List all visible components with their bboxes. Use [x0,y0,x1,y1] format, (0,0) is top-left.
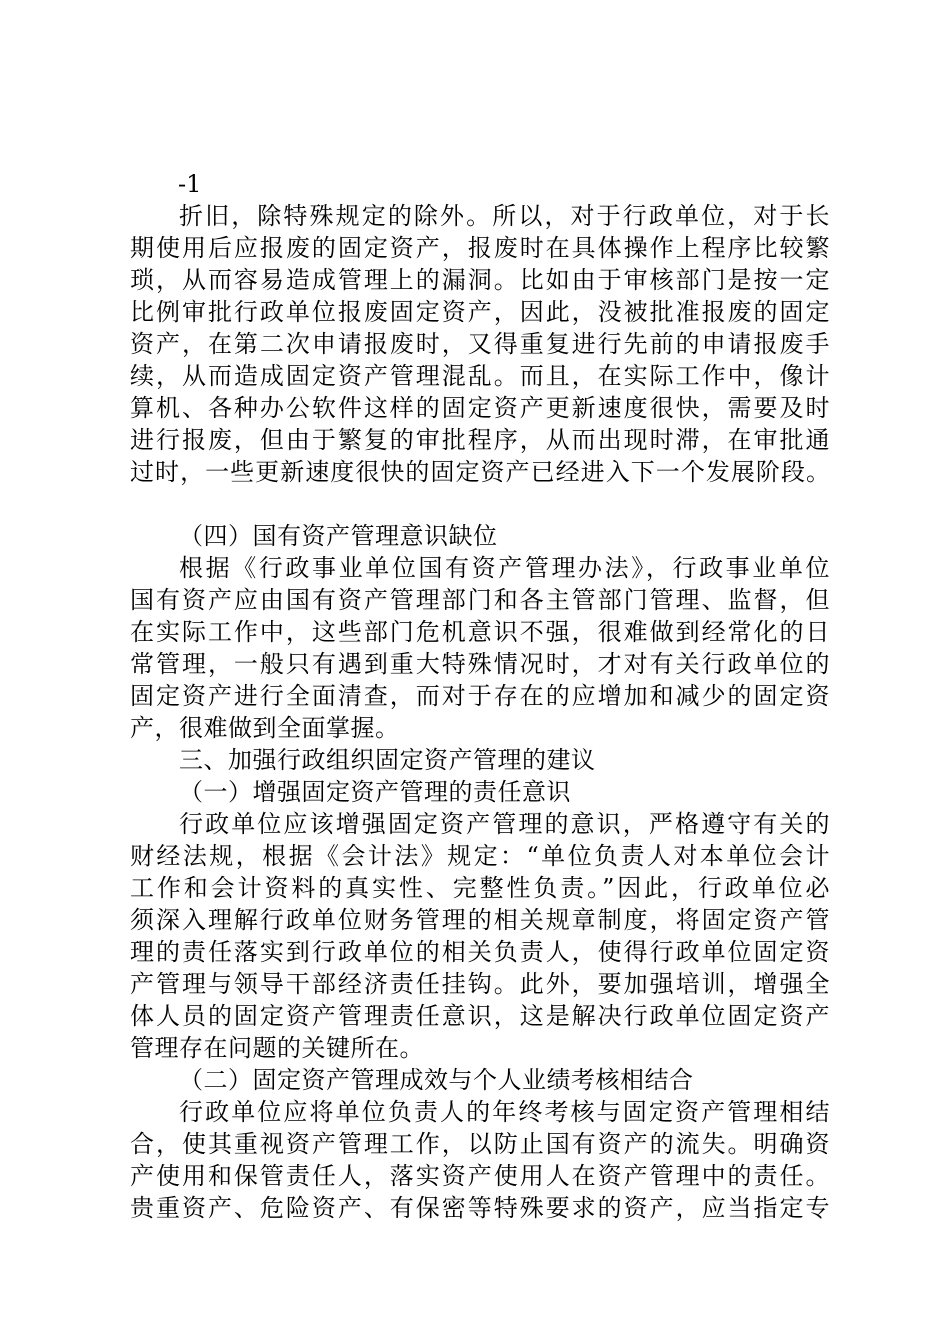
paragraph-line: 产，很难做到全面掌握。 [130,714,400,742]
document-page [130,168,830,1224]
paragraph-line: 行政单位应该增强固定资产管理的意识，严格遵守有关的 [179,810,830,838]
section-heading: （一）增强固定资产管理的责任意识 [179,778,571,806]
paragraph-line: 资产，在第二次申请报废时，又得重复进行先前的申请报废手 [130,330,830,358]
spacer [130,488,830,520]
paragraph-performance [130,1096,830,1224]
paragraph-line: 须深入理解行政单位财务管理的相关规章制度，将固定资产管 [130,906,830,934]
paragraph-depreciation [130,200,830,488]
paragraph-line: 贵重资产、危险资产、有保密等特殊要求的资产，应当指定专 [130,1194,830,1222]
paragraph-line: 过时，一些更新速度很快的固定资产已经进入下一个发展阶段。 [130,458,830,486]
paragraph-line: 在实际工作中，这些部门危机意识不强，很难做到经常化的日 [130,618,830,646]
paragraph-line: 比例审批行政单位报废固定资产，因此，没被批准报废的固定 [130,298,830,326]
paragraph-line: 产管理与领导干部经济责任挂钩。此外，要加强培训，增强全 [130,970,830,998]
paragraph-line: 财经法规，根据《会计法》规定：“单位负责人对本单位会计 [130,842,830,870]
paragraph-line: 合，使其重视资产管理工作，以防止国有资产的流失。明确资 [130,1130,830,1158]
paragraph-line: 行政单位应将单位负责人的年终考核与固定资产管理相结 [179,1098,830,1126]
paragraph-line: 理的责任落实到行政单位的相关负责人，使得行政单位固定资 [130,938,830,966]
paragraph-line: 常管理，一般只有遇到重大特殊情况时，才对有关行政单位的 [130,650,830,678]
section-heading: （四）国有资产管理意识缺位 [179,522,498,550]
paragraph-line: 折旧，除特殊规定的除外。所以，对于行政单位，对于长 [179,202,830,230]
paragraph-line: 固定资产进行全面清查，而对于存在的应增加和减少的固定资 [130,682,830,710]
paragraph-line: 期使用后应报废的固定资产，报废时在具体操作上程序比较繁 [130,234,830,262]
section-heading: 三、加强行政组织固定资产管理的建议 [179,746,596,774]
paragraph-line: 进行报废，但由于繁复的审批程序，从而出现时滞，在审批通 [130,426,830,454]
paragraph-line: 体人员的固定资产管理责任意识，这是解决行政单位固定资产 [130,1002,830,1030]
paragraph-line: 管理存在问题的关键所在。 [130,1034,424,1062]
paragraph-line: 续，从而造成固定资产管理混乱。而且，在实际工作中，像计 [130,362,830,390]
paragraph-line: 国有资产应由国有资产管理部门和各主管部门管理、监督，但 [130,586,830,614]
page-marker: -1 [178,170,202,198]
paragraph-line: 琐，从而容易造成管理上的漏洞。比如由于审核部门是按一定 [130,266,830,294]
paragraph-line: 算机、各种办公软件这样的固定资产更新速度很快，需要及时 [130,394,830,422]
paragraph-line: 工作和会计资料的真实性、完整性负责。”因此，行政单位必 [130,874,830,902]
paragraph-line: 产使用和保管责任人，落实资产使用人在资产管理中的责任。 [130,1162,830,1190]
paragraph-line: 根据《行政事业单位国有资产管理办法》，行政事业单位 [179,554,830,582]
paragraph-awareness [130,552,830,744]
section-heading: （二）固定资产管理成效与个人业绩考核相结合 [179,1066,694,1094]
paragraph-responsibility [130,808,830,1064]
